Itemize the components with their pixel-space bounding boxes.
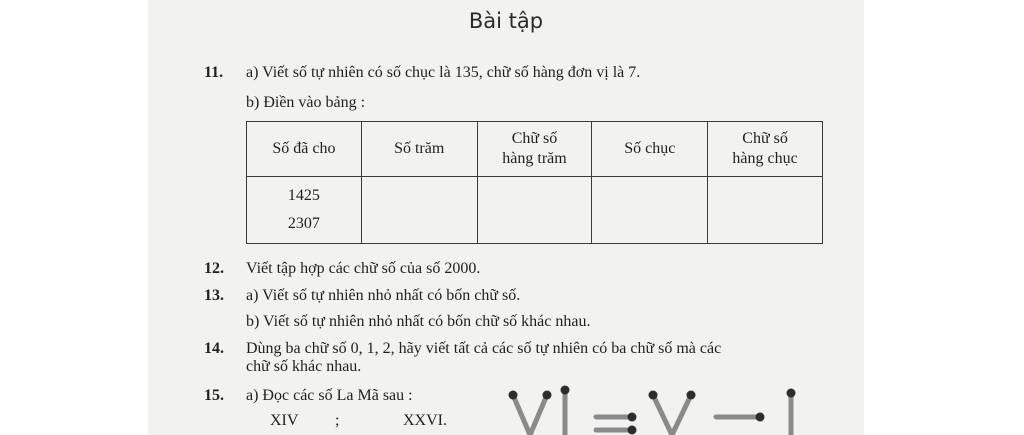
exercise-13a-text: a) Viết số tự nhiên nhỏ nhất có bốn chữ số. — [246, 287, 521, 304]
roman-numeral-2: XXVI. — [403, 412, 447, 429]
textbook-page — [148, 0, 864, 435]
exercise-13b-text: b) Viết số tự nhiên nhỏ nhất có bốn chữ số khác nhau. — [246, 313, 591, 330]
empty-cell — [592, 177, 708, 244]
exercise-14-text-line2: chữ số khác nhau. — [246, 358, 362, 375]
page-title: Bài tập — [468, 9, 544, 33]
header-so-tram: Số trăm — [361, 122, 477, 177]
fill-in-table — [246, 121, 823, 244]
exercise-12-number: 12. — [204, 260, 224, 277]
exercise-14-number: 14. — [204, 340, 224, 357]
header-so-chuc: Số chục — [592, 122, 708, 177]
header-chu-so-hang-chuc: Chữ số hàng chục — [708, 122, 823, 177]
roman-numeral-1: XIV — [270, 412, 299, 429]
exercise-15-number: 15. — [204, 387, 224, 404]
given-number-1: 1425 — [287, 187, 320, 204]
header-chu-so-hang-tram: Chữ số hàng trăm — [477, 122, 592, 177]
exercise-11b-text: b) Điền vào bảng : — [246, 94, 366, 111]
exercise-14-text-line1: Dùng ba chữ số 0, 1, 2, hãy viết tất cả các số tự nhiên có ba chữ số mà các — [246, 340, 722, 357]
exercise-12-text: Viết tập hợp các chữ số của số 2000. — [246, 260, 481, 277]
exercise-11-number: 11. — [204, 64, 224, 81]
given-numbers-cell — [247, 177, 362, 244]
header-so-da-cho: Số đã cho — [247, 122, 362, 177]
empty-cell — [708, 177, 823, 244]
exercise-13-number: 13. — [204, 287, 224, 304]
table-header-row — [247, 122, 823, 177]
roman-separator: ; — [335, 412, 340, 429]
given-number-2: 2307 — [287, 215, 320, 232]
matchstick-equation-illustration — [508, 380, 808, 435]
empty-cell — [361, 177, 477, 244]
table-row — [247, 177, 823, 244]
exercise-15a-text: a) Đọc các số La Mã sau : — [246, 387, 413, 404]
empty-cell — [477, 177, 592, 244]
exercise-11a-text: a) Viết số tự nhiên có số chục là 135, chữ số hàng đơn vị là 7. — [246, 64, 641, 81]
